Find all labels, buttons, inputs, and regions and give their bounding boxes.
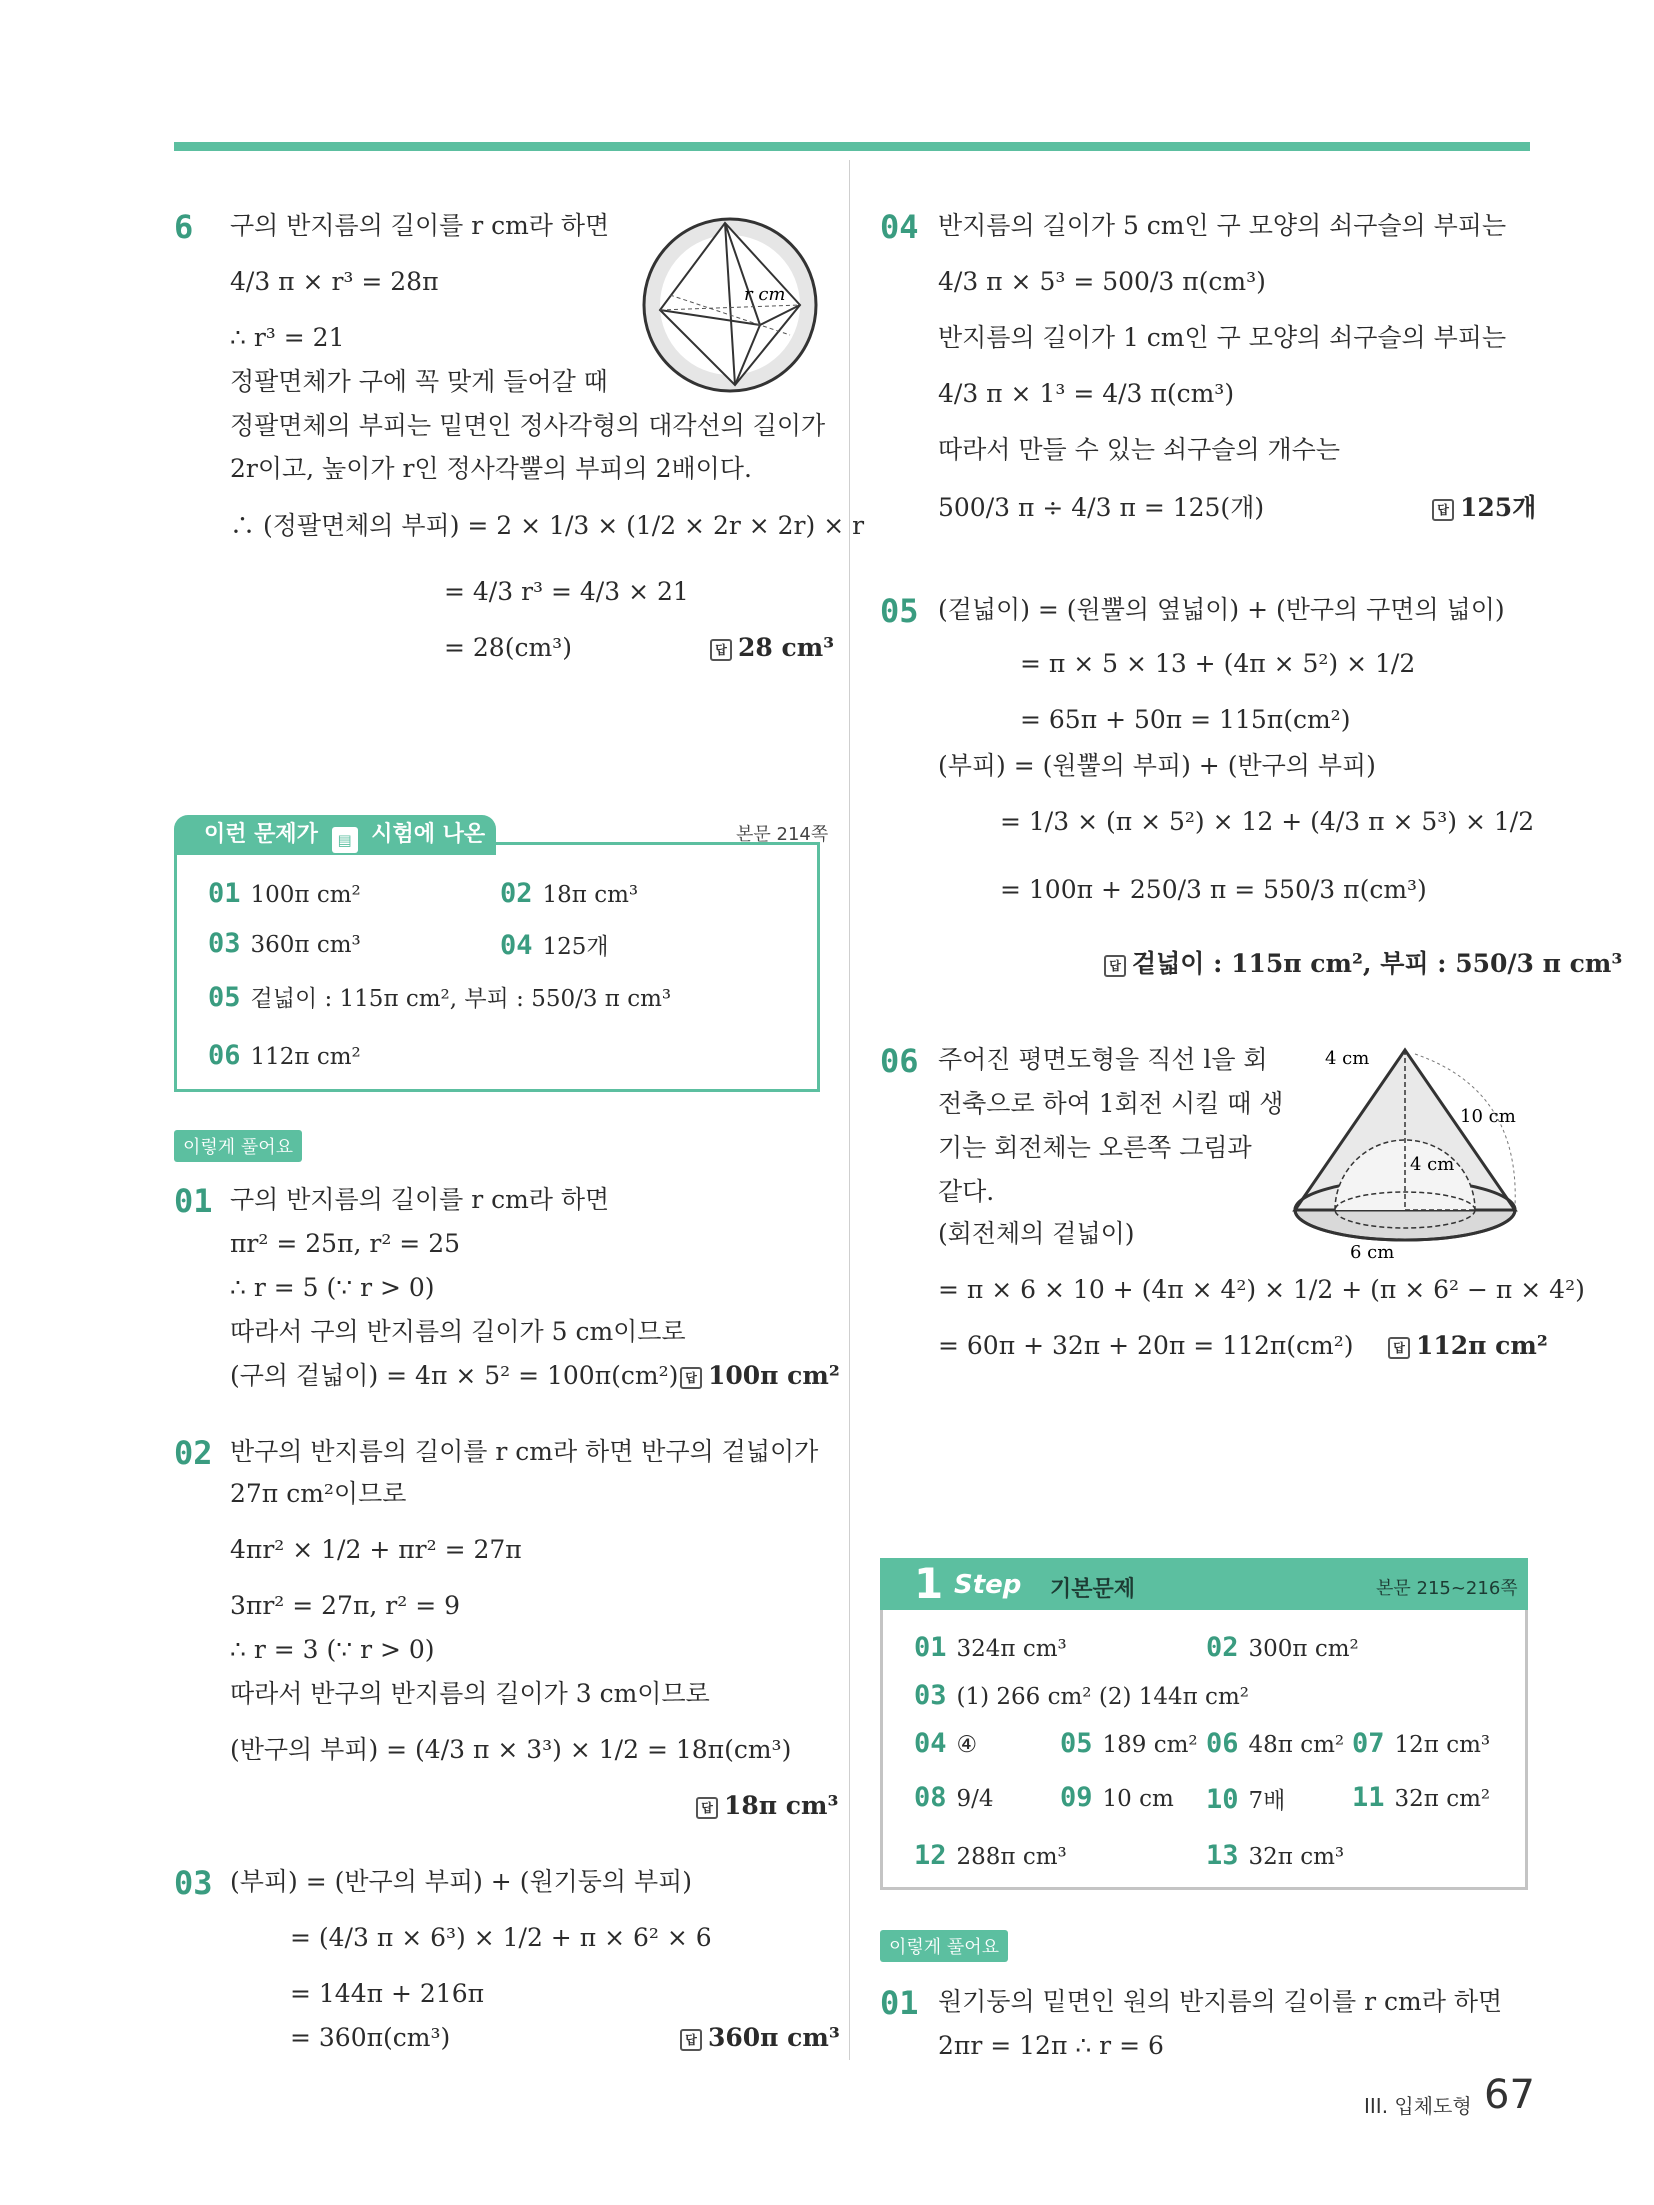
answer-icon: 답 bbox=[696, 1797, 718, 1819]
answer: 답 18π cm³ bbox=[696, 1790, 838, 1822]
figure-label: r cm bbox=[744, 284, 786, 305]
exam-answer-item: 02 18π cm³ bbox=[500, 878, 639, 909]
solution-line: (겉넓이) = (원뿔의 옆넓이) + (반구의 구면의 넓이) bbox=[938, 595, 1505, 624]
solution-line: 반지름의 길이가 1 cm인 구 모양의 쇠구슬의 부피는 bbox=[938, 323, 1507, 352]
solution-line: (회전체의 겉넓이) bbox=[938, 1219, 1135, 1248]
octahedron-in-sphere-figure bbox=[640, 215, 820, 395]
step-answer-item: 03 (1) 266 cm² (2) 144π cm² bbox=[914, 1680, 1249, 1711]
solution-line: ∴ r³ = 21 bbox=[230, 323, 345, 352]
solution-line: 4/3 π × 1³ = 4/3 π(cm³) bbox=[938, 379, 1235, 408]
solution-line: 4πr² × 1/2 + πr² = 27π bbox=[230, 1535, 522, 1564]
solution-line: 따라서 만들 수 있는 쇠구슬의 개수는 bbox=[938, 435, 1340, 464]
problem-number: 04 bbox=[880, 208, 919, 246]
exam-answer-item: 06 112π cm² bbox=[208, 1040, 361, 1071]
cone-hemisphere-figure bbox=[1290, 1040, 1530, 1260]
step-answer-item: 05 189 cm² bbox=[1060, 1728, 1198, 1759]
solution-tag: 이렇게 풀어요 bbox=[174, 1130, 302, 1162]
solution-line: = 60π + 32π + 20π = 112π(cm²) bbox=[938, 1331, 1354, 1360]
solution-line: = 360π(cm³) bbox=[290, 2023, 451, 2052]
solution-line: 주어진 평면도형을 직선 l을 회 bbox=[938, 1045, 1268, 1074]
step-answer-item: 10 7배 bbox=[1206, 1784, 1286, 1815]
solution-line: 정팔면체의 부피는 밑면인 정사각형의 대각선의 길이가 bbox=[230, 411, 826, 440]
figure-label: 4 cm bbox=[1410, 1154, 1455, 1175]
answer-icon: 답 bbox=[1388, 1337, 1410, 1359]
solution-line: = 100π + 250/3 π = 550/3 π(cm³) bbox=[1000, 875, 1427, 904]
problem-number: 6 bbox=[174, 208, 194, 246]
solution-line: πr² = 25π, r² = 25 bbox=[230, 1229, 461, 1258]
figure-label: 4 cm bbox=[1325, 1048, 1370, 1069]
solution-line: (반구의 부피) = (4/3 π × 3³) × 1/2 = 18π(cm³) bbox=[230, 1735, 792, 1764]
answer-icon: 답 bbox=[710, 639, 732, 661]
column-divider bbox=[849, 160, 850, 2060]
answer: 답 100π cm² bbox=[680, 1360, 840, 1392]
figure-label: 6 cm bbox=[1350, 1242, 1395, 1260]
answer-icon: 답 bbox=[680, 1367, 702, 1389]
solution-line: = (4/3 π × 6³) × 1/2 + π × 6² × 6 bbox=[290, 1923, 712, 1952]
step-answer-item: 08 9/4 bbox=[914, 1782, 994, 1813]
problem-number: 05 bbox=[880, 592, 919, 630]
step-title: 기본문제 bbox=[1050, 1577, 1136, 1602]
answer: 답 겉넓이 : 115π cm², 부피 : 550/3 π cm³ bbox=[1104, 948, 1622, 980]
solution-line: 같다. bbox=[938, 1177, 995, 1206]
solution-line: 4/3 π × 5³ = 500/3 π(cm³) bbox=[938, 267, 1266, 296]
answer-icon: 답 bbox=[1104, 955, 1126, 977]
solution-line: 반구의 반지름의 길이를 r cm라 하면 반구의 겉넓이가 bbox=[230, 1437, 819, 1466]
solution-line: 구의 반지름의 길이를 r cm라 하면 bbox=[230, 211, 610, 240]
exam-answer-item: 03 360π cm³ bbox=[208, 928, 361, 959]
answer: 답 112π cm² bbox=[1388, 1330, 1548, 1362]
step-number: 1 bbox=[914, 1559, 944, 1608]
solution-line: 구의 반지름의 길이를 r cm라 하면 bbox=[230, 1185, 610, 1214]
solution-line: = 1/3 × (π × 5²) × 12 + (4/3 π × 5³) × 1/2 bbox=[1000, 807, 1535, 836]
exam-answer-item: 05 겉넓이 : 115π cm², 부피 : 550/3 π cm³ bbox=[208, 982, 672, 1013]
step-word: Step bbox=[954, 1570, 1022, 1600]
solution-line: 따라서 구의 반지름의 길이가 5 cm이므로 bbox=[230, 1317, 686, 1346]
solution-line: ∴ r = 3 (∵ r > 0) bbox=[230, 1635, 435, 1664]
solution-line: ∴ r = 5 (∵ r > 0) bbox=[230, 1273, 435, 1302]
solution-line: (부피) = (원뿔의 부피) + (반구의 부피) bbox=[938, 751, 1376, 780]
step-answer-item: 02 300π cm² bbox=[1206, 1632, 1359, 1663]
exam-answer-item: 01 100π cm² bbox=[208, 878, 361, 909]
answer: 답 125개 bbox=[1432, 492, 1536, 524]
problem-number: 02 bbox=[174, 1434, 213, 1472]
problem-number: 03 bbox=[174, 1864, 213, 1902]
solution-line: (부피) = (반구의 부피) + (원기둥의 부피) bbox=[230, 1867, 693, 1896]
chapter-label: III. 입체도형 bbox=[1364, 2094, 1472, 2118]
solution-line: = 28(cm³) bbox=[444, 633, 572, 662]
solution-line: (구의 겉넓이) = 4π × 5² = 100π(cm²) bbox=[230, 1361, 679, 1390]
page-number: 67 bbox=[1484, 2072, 1535, 2118]
step-answer-item: 13 32π cm³ bbox=[1206, 1840, 1345, 1871]
solution-line: ∴ (정팔면체의 부피) = 2 × 1/3 × (1/2 × 2r × 2r) × r bbox=[230, 511, 865, 540]
step-answer-item: 01 324π cm³ bbox=[914, 1632, 1067, 1663]
solution-line: = 4/3 r³ = 4/3 × 21 bbox=[444, 577, 689, 606]
solution-line: = 65π + 50π = 115π(cm²) bbox=[1020, 705, 1351, 734]
solution-line: 4/3 π × r³ = 28π bbox=[230, 267, 439, 296]
textbook-reference: 본문 215~216쪽 bbox=[1376, 1578, 1518, 1599]
exam-icon: ▤ bbox=[332, 827, 358, 853]
solution-tag: 이렇게 풀어요 bbox=[880, 1930, 1008, 1962]
answer: 답 360π cm³ bbox=[680, 2022, 840, 2054]
solution-line: 원기둥의 밑면인 원의 반지름의 길이를 r cm라 하면 bbox=[938, 1987, 1503, 2016]
solution-line: 정팔면체가 구에 꼭 맞게 들어갈 때 bbox=[230, 367, 608, 396]
solution-line: 따라서 반구의 반지름의 길이가 3 cm이므로 bbox=[230, 1679, 710, 1708]
step-answer-item: 04 ④ bbox=[914, 1728, 978, 1759]
figure-label: 10 cm bbox=[1460, 1106, 1516, 1127]
step-answer-item: 09 10 cm bbox=[1060, 1782, 1174, 1813]
textbook-reference: 본문 214쪽 bbox=[736, 824, 829, 845]
step-box-header bbox=[880, 1558, 1528, 1610]
solution-line: 500/3 π ÷ 4/3 π = 125(개) bbox=[938, 493, 1265, 522]
solution-line: 반지름의 길이가 5 cm인 구 모양의 쇠구슬의 부피는 bbox=[938, 211, 1507, 240]
problem-number: 01 bbox=[880, 1984, 919, 2022]
answer: 답 28 cm³ bbox=[710, 632, 834, 664]
step-answer-item: 07 12π cm³ bbox=[1352, 1728, 1491, 1759]
solution-line: 2r이고, 높이가 r인 정사각뿔의 부피의 2배이다. bbox=[230, 454, 752, 483]
solution-line: 27π cm²이므로 bbox=[230, 1479, 407, 1508]
solution-line: = π × 5 × 13 + (4π × 5²) × 1/2 bbox=[1020, 649, 1416, 678]
exam-answer-item: 04 125개 bbox=[500, 930, 609, 961]
exam-box-header: 이런 문제가 ▤ 시험에 나온다 bbox=[174, 815, 496, 855]
step-answer-item: 06 48π cm² bbox=[1206, 1728, 1345, 1759]
problem-number: 06 bbox=[880, 1042, 919, 1080]
solution-line: 기는 회전체는 오른쪽 그림과 bbox=[938, 1133, 1252, 1162]
problem-number: 01 bbox=[174, 1182, 213, 1220]
top-accent-bar bbox=[174, 142, 1530, 151]
solution-line: 2πr = 12π ∴ r = 6 bbox=[938, 2031, 1164, 2060]
step-answer-item: 11 32π cm² bbox=[1352, 1782, 1491, 1813]
solution-line: = π × 6 × 10 + (4π × 4²) × 1/2 + (π × 6² − π × 4²) bbox=[938, 1275, 1585, 1304]
step-answer-item: 12 288π cm³ bbox=[914, 1840, 1067, 1871]
answer-icon: 답 bbox=[680, 2029, 702, 2051]
solution-line: 3πr² = 27π, r² = 9 bbox=[230, 1591, 461, 1620]
solution-line: = 144π + 216π bbox=[290, 1979, 485, 2008]
answer-icon: 답 bbox=[1432, 499, 1454, 521]
solution-line: 전축으로 하여 1회전 시킬 때 생 bbox=[938, 1089, 1284, 1118]
